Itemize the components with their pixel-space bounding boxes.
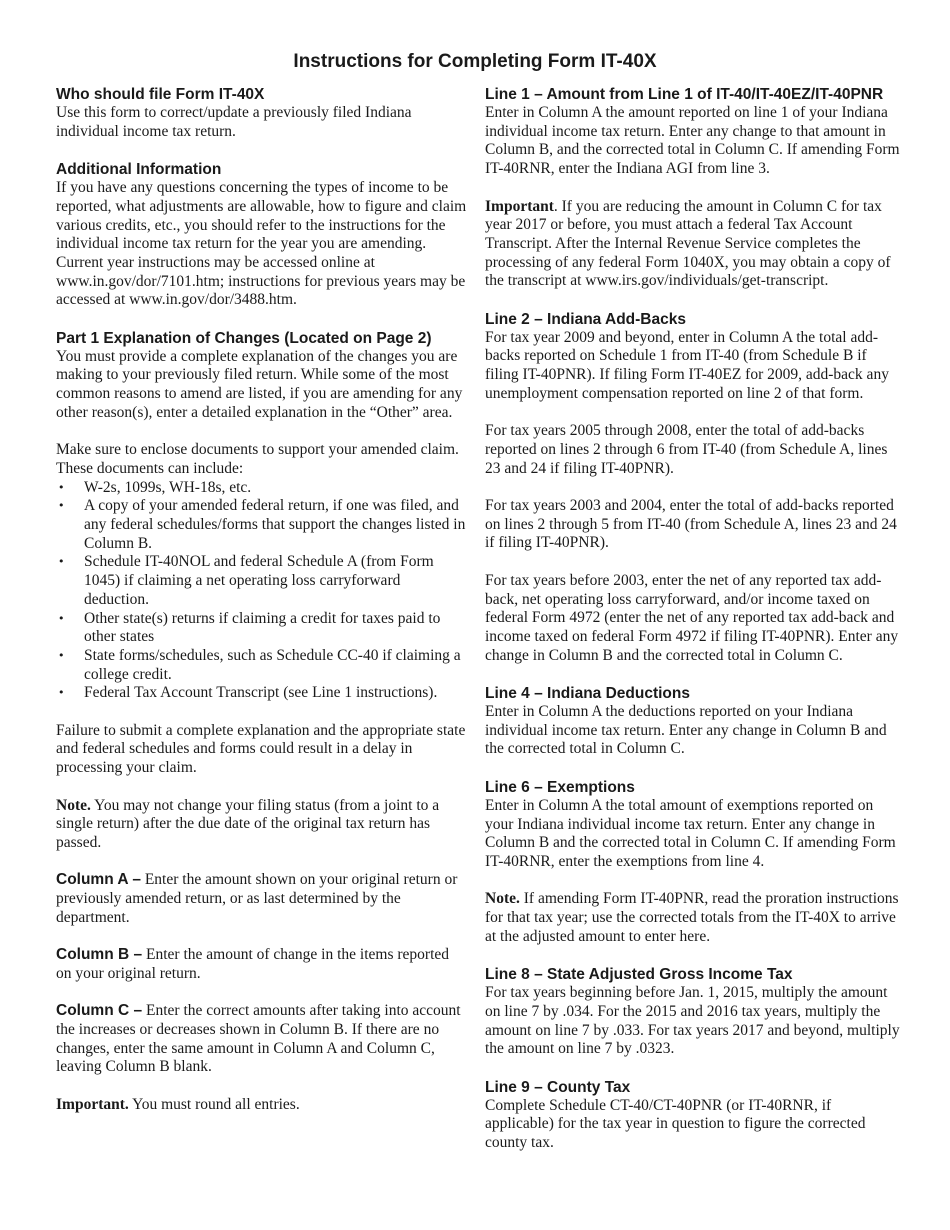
- line2-paragraph-3: For tax years 2003 and 2004, enter the total of add-backs reported on lines 2 through 5 from IT-40 (from Schedule A, lines 23 and 24 if filing IT-40PNR).: [485, 497, 897, 552]
- note-paragraph: [56, 797, 468, 853]
- list-item: • A copy of your amended federal return, if one was filed, and any federal schedules/forms that support the changes listed in Column B.: [56, 497, 468, 553]
- line6-heading: Line 6 – Exemptions: [485, 778, 635, 796]
- important-paragraph: [56, 1096, 468, 1115]
- page-title: Instructions for Completing Form IT-40X: [293, 51, 657, 72]
- important-text: You must round all entries.: [128, 1095, 300, 1113]
- enclose-documents-text: Make sure to enclose documents to support your amended claim. These documents can include:: [56, 441, 459, 477]
- part1-text: You must provide a complete explanation of the changes you are making to your previously filed return. While some of the most common reasons to amend are listed, if you are amending for any other reason(s), enter a detailed explanation in the “Other” area.: [56, 347, 463, 421]
- column-b-section: [56, 946, 468, 983]
- right-column: [485, 85, 900, 1171]
- note-section: [56, 797, 468, 853]
- line9-section: [485, 1078, 900, 1153]
- line9-heading: Line 9 – County Tax: [485, 1078, 631, 1096]
- column-c-paragraph: [56, 1002, 468, 1077]
- line4-section: [485, 684, 900, 759]
- additional-information-section: [56, 160, 468, 310]
- column-a-text: Enter the amount shown on your original return or previously amended return, or as last determined by the department.: [56, 871, 458, 926]
- part1-heading: Part 1 Explanation of Changes (Located on Page 2): [56, 329, 432, 347]
- line2-paragraph-4: For tax years before 2003, enter the net of any reported tax add-back, net operating loss carryforward, and/or income taxed on federal Form 4972 (enter the net of any reported tax add-back and income taxed on federal Form 4972 if filing IT-40PNR). Enter any change in Column B and the corrected total in Column C.: [485, 571, 899, 664]
- line2-section-3: [485, 497, 900, 553]
- line8-text: For tax years beginning before Jan. 1, 2015, multiply the amount on line 7 by .034. For the 2015 and 2016 tax years, multiply the amount on line 7 by .033. For tax years 2017 and beyond, multiply the amount on line 7 by .0323.: [485, 984, 900, 1058]
- line6-note-text: If amending Form IT-40PNR, read the proration instructions for that tax year; use the corrected totals from the IT-40X to arrive at the adjusted amount to enter here.: [485, 890, 899, 945]
- part1-section: [56, 329, 468, 423]
- who-should-file-text: Use this form to correct/update a previously filed Indiana individual income tax return.: [56, 104, 412, 140]
- list-item: • State forms/schedules, such as Schedule CC-40 if claiming a college credit.: [56, 647, 468, 684]
- column-c-text: Enter the correct amounts after taking into account the increases or decreases shown in Column B. If there are no changes, enter the same amount in Column A and Column C, leaving Column B blank.: [56, 1002, 461, 1076]
- line2-paragraph-2: For tax years 2005 through 2008, enter the total of add-backs reported on lines 2 through 6 from IT-40 (from Schedule A, lines 23 and 24 if filing IT-40PNR).: [485, 422, 888, 477]
- note-label: Note.: [56, 796, 91, 814]
- important-section: [56, 1096, 468, 1115]
- column-a-section: [56, 871, 468, 927]
- failure-section: [56, 722, 468, 778]
- supporting-documents-section: [56, 441, 468, 703]
- line8-heading: Line 8 – State Adjusted Gross Income Tax: [485, 966, 793, 984]
- additional-information-text: If you have any questions concerning the types of income to be reported, what adjustments are allowable, how to figure and claim various credits, etc., you should refer to the instructions for the individual income tax return for the year you are amending. Current year instructions may be accessed online at www.in.gov/dor/7101.htm; instructions for previous years may be accessed at www.in.gov/dor/3488.htm.: [56, 179, 467, 309]
- line2-section: [485, 310, 900, 404]
- line2-heading: Line 2 – Indiana Add-Backs: [485, 310, 686, 328]
- line2-section-4: [485, 572, 900, 666]
- list-item: • Other state(s) returns if claiming a credit for taxes paid to other states: [56, 610, 468, 647]
- line6-note-label: Note.: [485, 890, 520, 908]
- column-a-label: Column A –: [56, 871, 141, 889]
- important-label: Important.: [56, 1095, 129, 1113]
- line1-important-paragraph: [485, 198, 900, 292]
- line4-heading: Line 4 – Indiana Deductions: [485, 685, 690, 702]
- line2-paragraph-1: For tax year 2009 and beyond, enter in Column A the total add-backs reported on Schedule 1 from IT-40 (from Schedule B if filing IT-40PNR). If filing Form IT-40EZ for 2009, add-back any unemployment compensation reported on line 2 of that form.: [485, 328, 889, 402]
- column-b-text: Enter the amount of change in the items reported on your original return.: [56, 946, 450, 982]
- line1-heading: Line 1 – Amount from Line 1 of IT-40/IT-40EZ/IT-40PNR: [485, 86, 884, 103]
- line1-text: Enter in Column A the amount reported on line 1 of your Indiana individual income tax return. Enter any change to that amount in Column B, and the corrected total in Column C. If amending Form IT-40RNR, enter the Indiana AGI from line 3.: [485, 104, 900, 178]
- list-item: • Federal Tax Account Transcript (see Line 1 instructions).: [56, 684, 468, 703]
- line6-text: Enter in Column A the total amount of exemptions reported on your Indiana individual income tax return. Enter any change in Column B and the corrected total in Column C. If amending Form IT-40RNR, enter the exemptions from line 4.: [485, 796, 896, 870]
- line2-section-2: [485, 422, 900, 478]
- list-item: • Schedule IT-40NOL and federal Schedule A (from Form 1045) if claiming a net operating loss carryforward deduction.: [56, 553, 468, 609]
- left-column: [56, 85, 468, 1133]
- line1-important-text: . If you are reducing the amount in Column C for tax year 2017 or before, you must attach a federal Tax Account Transcript. After the Internal Revenue Service completes the processing of any federal Form 1040X, you may obtain a copy of the transcript at www.irs.gov/individuals/get-transcript.: [485, 197, 891, 290]
- column-b-label: Column B –: [56, 946, 143, 964]
- list-item: • W-2s, 1099s, WH-18s, etc.: [56, 479, 468, 498]
- line1-important-label: Important: [485, 197, 554, 215]
- column-b-paragraph: [56, 946, 468, 983]
- column-a-paragraph: [56, 871, 468, 927]
- line1-important-section: [485, 198, 900, 292]
- line6-note-section: [485, 890, 900, 946]
- line1-section: [485, 85, 900, 179]
- failure-text: Failure to submit a complete explanation and the appropriate state and federal schedules and forms could result in a delay in processing your claim.: [56, 721, 466, 777]
- column-c-section: [56, 1002, 468, 1077]
- additional-information-heading: Additional Information: [56, 161, 222, 179]
- documents-list: [56, 479, 468, 703]
- who-should-file-section: [56, 85, 468, 141]
- line9-text: Complete Schedule CT-40/CT-40PNR (or IT-40RNR, if applicable) for the tax year in question to figure the corrected county tax.: [485, 1096, 866, 1151]
- who-should-file-heading: Who should file Form IT-40X: [56, 86, 265, 103]
- line6-note-paragraph: [485, 890, 900, 946]
- line4-text: Enter in Column A the deductions reported on your Indiana individual income tax return. Enter any change in Column B and the corrected total in Column C.: [485, 703, 887, 758]
- line6-section: [485, 778, 900, 872]
- note-text: You may not change your filing status (from a joint to a single return) after the due date of the original tax return has passed.: [56, 796, 440, 851]
- line8-section: [485, 965, 900, 1059]
- column-c-label: Column C –: [56, 1002, 143, 1020]
